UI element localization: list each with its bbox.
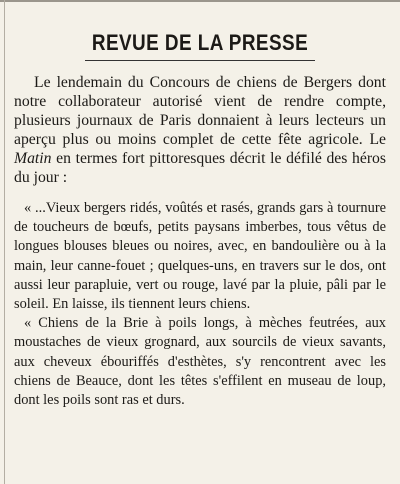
title-underline — [85, 60, 315, 61]
intro-text-before: Le lendemain du Concours de chiens de Bergers dont notre collaborateur autorisé vient de rendre compte, plusieurs journaux de Paris donnaient à leurs lecteurs un aperçu plus ou moins complet de cette fête agricole. Le — [14, 74, 386, 148]
quote-paragraph-1: « ...Vieux bergers ridés, voûtés et rasés, grands gars à tournure de toucheurs de bœufs, petits paysans imberbes, tous vêtus de longues blouses bleues ou noires, avec, en bandoulière ou à la main, leur canne-fouet ; quelques-uns, en travers sur le dos, ont aussi leur parapluie, vert ou rouge, lavé par la pluie, pâli par le soleil. En laisse, ils tiennent leurs chiens. — [14, 200, 386, 313]
intro-paragraph — [14, 73, 386, 187]
article-title: REVUE DE LA PRESSE — [91, 30, 309, 55]
intro-text-after: en termes fort pittoresques décrit le défilé des héros du jour : — [14, 150, 386, 186]
source-name: Matin — [14, 150, 52, 167]
top-border-rule — [0, 0, 400, 2]
quote-paragraph-2: « Chiens de la Brie à poils longs, à mèches feutrées, aux moustaches de vieux grognard, aux sourcils de vieux savants, aux cheveux ébouriffés d'esthètes, s'y rencontrent avec les chiens de Beauce, dont les têtes s'effilent en museau de loup, dont les poils sont ras et durs. — [14, 315, 386, 409]
left-column-rule — [4, 0, 5, 484]
